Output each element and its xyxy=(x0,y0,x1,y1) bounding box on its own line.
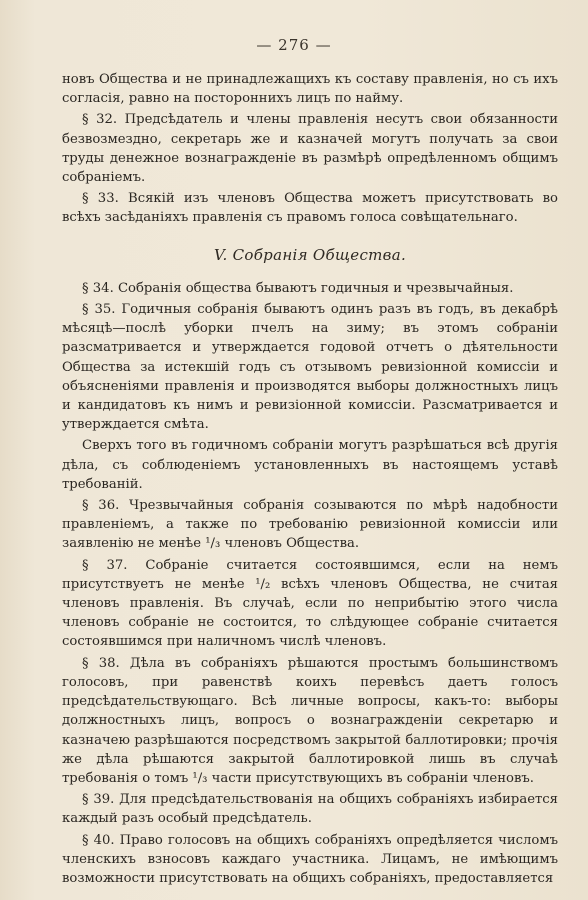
paragraph-section-34: § 34. Собранія общества бываютъ годичныя и чрезвычайныя. xyxy=(82,280,514,296)
paragraph-section-35: § 35. Годичныя собранія бываютъ одинъ разъ въ годъ, въ декабрѣ мѣсяцѣ—послѣ уборки пчелъ на зиму; въ этомъ собраніи разсматривается и утверждается годовой отчетъ о дѣятельности Общества за истекшій годъ съ отзывомъ ревизіонной комиссіи и объясненіями правленія и производятся выборы должностныхъ лицъ и кандидатовъ къ нимъ и ревизіонной комиссіи. Разсматривается и утверждается смѣта. xyxy=(62,302,558,433)
paragraph-continued: новъ Общества и не принадлежащихъ къ составу правленія, но съ ихъ согласія, равно на постороннихъ лицъ по найму. xyxy=(62,72,558,107)
paragraph-section-38: § 38. Дѣла въ собраніяхъ рѣшаются простымъ большинствомъ голосовъ, при равенствѣ коихъ перевѣсъ даетъ голосъ предсѣдательствующаго. Всѣ личные вопросы, какъ-то: выборы должностныхъ лицъ, вопросъ о вознагражденіи секретарю и казначею разрѣшаются посредствомъ закрытой баллотировки; прочія же дѣла рѣшаются закрытой баллотировкой лишь въ случаѣ требованія о томъ ¹/₃ части присутствующихъ въ собраніи членовъ. xyxy=(62,655,558,786)
paragraph-section-33: § 33. Всякій изъ членовъ Общества можетъ присутствовать во всѣхъ засѣданіяхъ правленія съ правомъ голоса совѣщательнаго. xyxy=(62,191,558,226)
page-body xyxy=(62,70,558,888)
paragraph-section-35-cont: Сверхъ того въ годичномъ собраніи могутъ разрѣшаться всѣ другія дѣла, съ соблюденіемъ установленныхъ въ настоящемъ уставѣ требованій. xyxy=(62,438,558,492)
paragraph-section-39: § 39. Для предсѣдательствованія на общихъ собраніяхъ избирается каждый разъ особый предсѣдатель. xyxy=(62,792,558,827)
page-number: — 276 — xyxy=(256,36,332,54)
paragraph-section-37: § 37. Собраніе считается состоявшимся, если на немъ присутствуетъ не менѣе ¹/₂ всѣхъ членовъ Общества, не считая членовъ правленія. Въ случаѣ, если по неприбытію этого числа членовъ собраніе не состоится, то слѣдующее собраніе считается состоявшимся при наличномъ числѣ членовъ. xyxy=(62,557,558,650)
section-heading: V. Собранія Общества. xyxy=(213,245,407,264)
paragraph-section-36: § 36. Чрезвычайныя собранія созываются по мѣрѣ надобности правленіемъ, а также по требованію ревизіонной комиссіи или заявленію не менѣе ¹/₃ членовъ Общества. xyxy=(62,498,558,552)
paragraph-section-40: § 40. Право голосовъ на общихъ собраніяхъ опредѣляется числомъ членскихъ взносовъ каждаго участника. Лицамъ, не имѣющимъ возможности присутствовать на общихъ собраніяхъ, предоставляется xyxy=(62,832,558,886)
paragraph-section-32: § 32. Предсѣдатель и члены правленія несутъ свои обязанности безвозмездно, секретарь же и казначей могутъ получать за свои труды денежное вознагражденіе въ размѣрѣ опредѣленномъ общимъ собраніемъ. xyxy=(62,112,558,186)
